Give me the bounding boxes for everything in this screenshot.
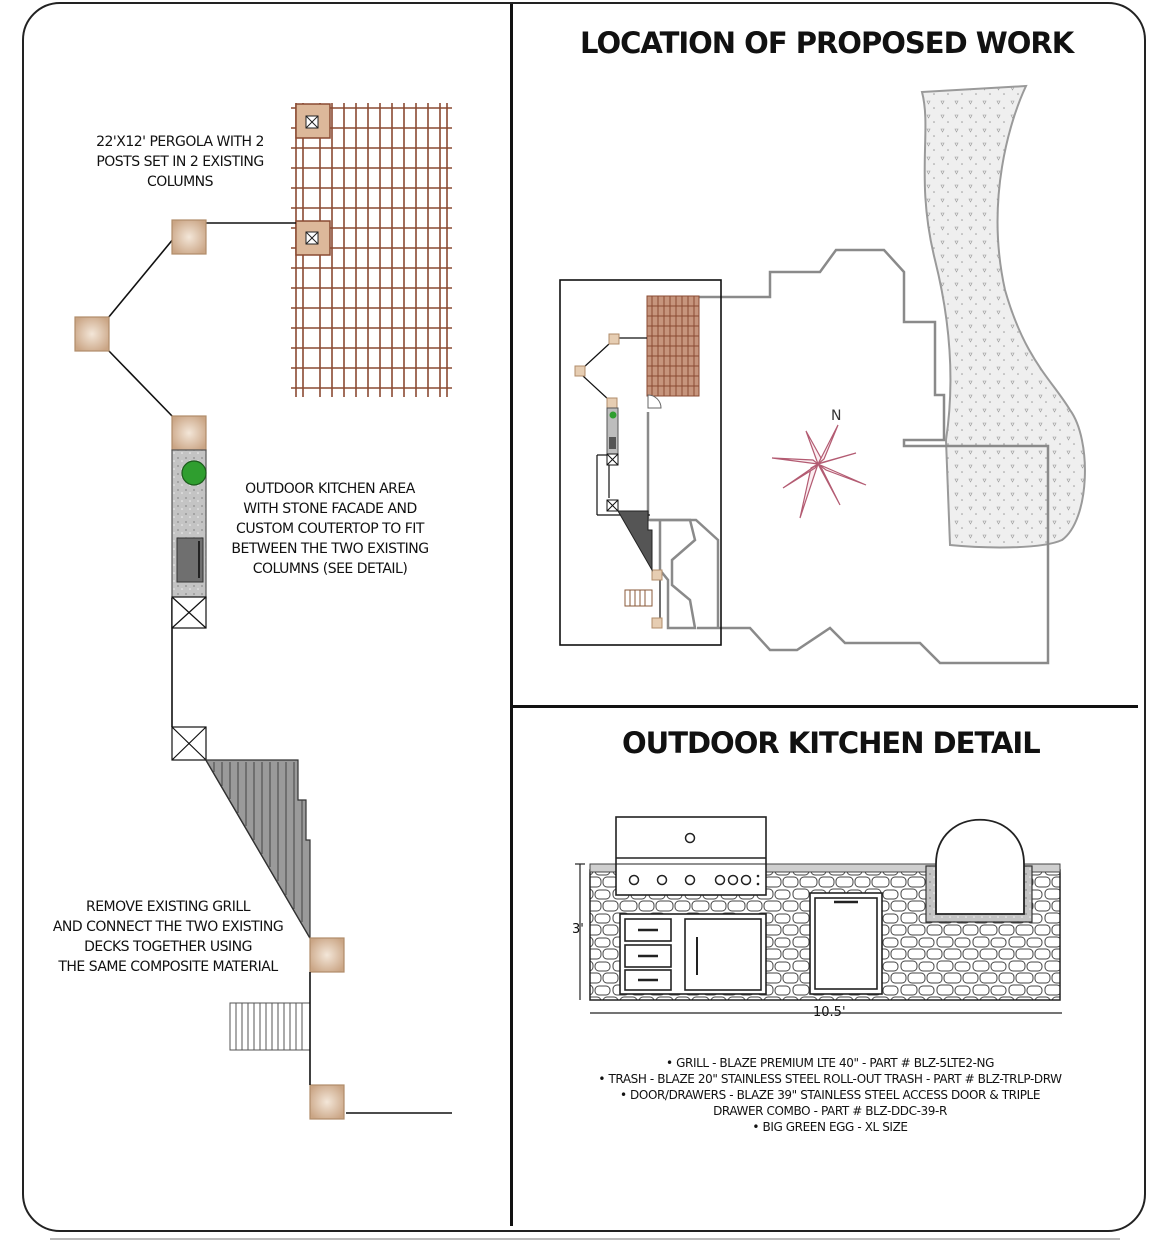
existing-column — [75, 317, 109, 351]
spec-line: • TRASH - BLAZE 20" STAINLESS STEEL ROLL-OUT TRASH - PART # BLZ-TRLP-DRW — [598, 1072, 1062, 1086]
pool-area — [922, 86, 1085, 547]
deck-steps — [230, 972, 310, 1085]
existing-column — [172, 220, 206, 254]
kitchen-note-line: BETWEEN THE TWO EXISTING — [231, 541, 429, 557]
existing-column — [310, 938, 344, 972]
kitchen-note-line: OUTDOOR KITCHEN AREA — [245, 481, 415, 497]
grill-note-line: THE SAME COMPOSITE MATERIAL — [58, 959, 278, 975]
existing-column-x — [172, 597, 206, 628]
height-dimension-label: 3' — [572, 922, 584, 937]
grill-note-line: DECKS TOGETHER USING — [84, 939, 252, 955]
mini-steps — [625, 590, 652, 606]
grill-elevation — [616, 817, 766, 895]
grill-note-line: AND CONNECT THE TWO EXISTING — [52, 919, 284, 935]
pergola-post — [296, 104, 330, 138]
pergola-note-line: COLUMNS — [146, 174, 214, 190]
north-arrow-icon — [772, 425, 866, 518]
pergola-note-line: POSTS SET IN 2 EXISTING — [96, 154, 264, 170]
north-label: N — [831, 408, 842, 424]
composite-deck — [206, 760, 310, 938]
deck-railing — [108, 223, 452, 1113]
pergola-post — [296, 221, 330, 255]
page-bottom-rule — [50, 1238, 1120, 1240]
spec-line: • DOOR/DRAWERS - BLAZE 39" STAINLESS STEEL ACCESS DOOR & TRIPLE — [619, 1088, 1041, 1102]
pergola-note-line: 22'X12' PERGOLA WITH 2 — [96, 134, 264, 150]
location-title: LOCATION OF PROPOSED WORK — [580, 26, 1074, 60]
spec-line: DRAWER COMBO - PART # BLZ-DDC-39-R — [713, 1104, 947, 1118]
green-egg-icon — [182, 461, 206, 485]
mini-composite-deck — [618, 511, 652, 570]
spec-line: • BIG GREEN EGG - XL SIZE — [752, 1120, 908, 1134]
trash-pullout — [810, 893, 882, 994]
door-drawer-combo — [620, 914, 766, 994]
mini-pergola — [647, 296, 699, 396]
existing-column — [172, 416, 206, 450]
kitchen-note-line: COLUMNS (SEE DETAIL) — [252, 561, 408, 577]
kitchen-note-line: CUSTOM COUTERTOP TO FIT — [236, 521, 424, 537]
outdoor-kitchen-counter — [172, 450, 206, 598]
spec-line: • GRILL - BLAZE PREMIUM LTE 40" - PART # BLZ-5LTE2-NG — [666, 1056, 994, 1070]
kitchen-note-line: WITH STONE FACADE AND — [243, 501, 417, 517]
existing-column-x — [172, 727, 206, 760]
existing-column — [310, 1085, 344, 1119]
height-dimension — [575, 864, 585, 1000]
green-egg-elevation — [926, 820, 1032, 922]
grill-note-line: REMOVE EXISTING GRILL — [85, 899, 250, 915]
door-swing — [648, 395, 661, 408]
kitchen-detail-title: OUTDOOR KITCHEN DETAIL — [622, 726, 1040, 760]
width-dimension-label: 10.5' — [810, 1005, 849, 1020]
